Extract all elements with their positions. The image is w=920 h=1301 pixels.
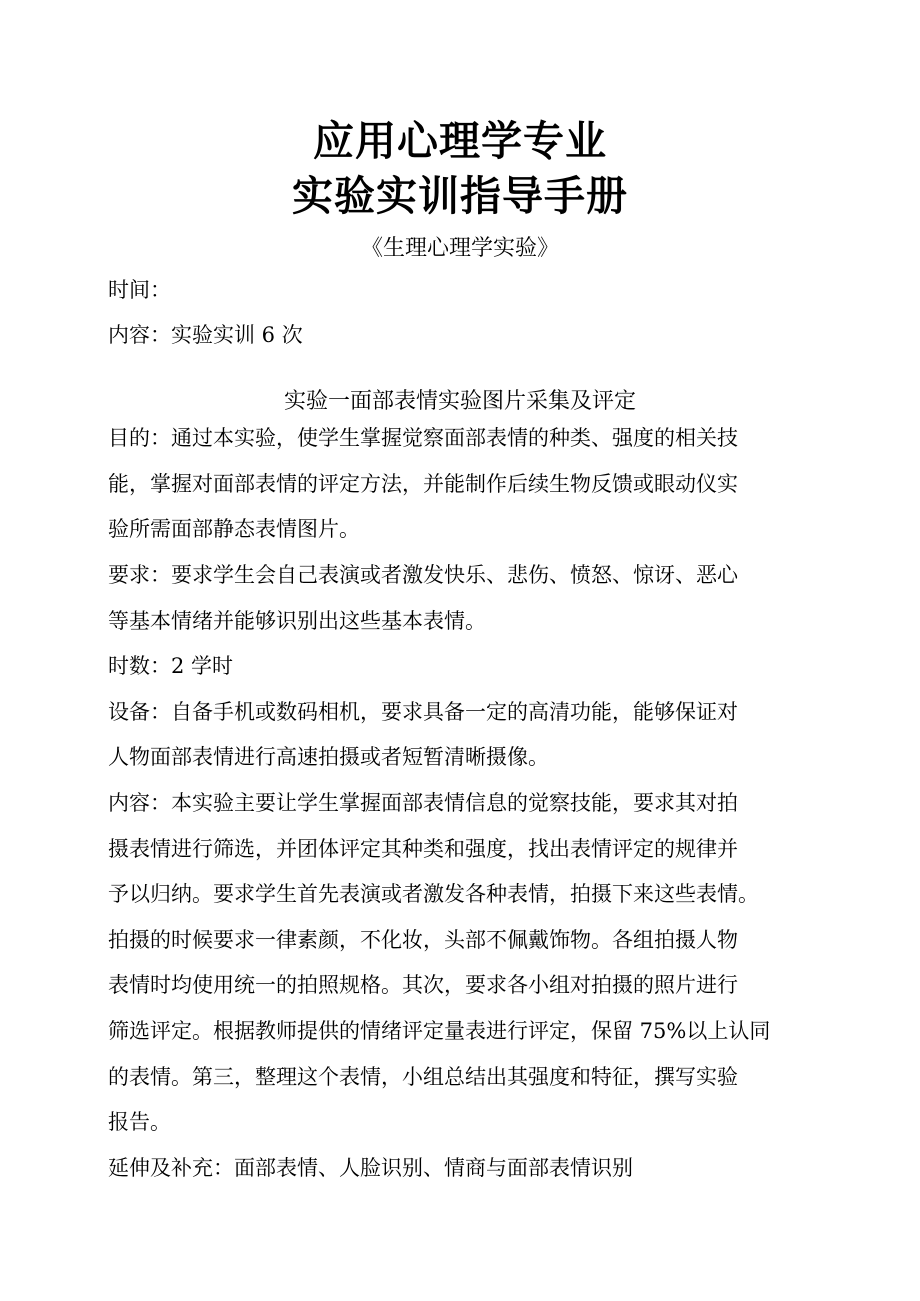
- body-line: 拍摄的时候要求一律素颜，不化妆，头部不佩戴饰物。各组拍摄人物: [108, 928, 738, 952]
- body-line: 设备：自备手机或数码相机，要求具备一定的高清功能，能够保证对: [108, 700, 738, 724]
- body-line: 目的：通过本实验，使学生掌握觉察面部表情的种类、强度的相关技: [108, 426, 738, 450]
- body-line: 人物面部表情进行高速拍摄或者短暂清晰摄像。: [108, 745, 549, 769]
- body-line: 内容：本实验主要让学生掌握面部表情信息的觉察技能，要求其对拍: [108, 791, 738, 815]
- body-line: 验所需面部静态表情图片。: [108, 517, 360, 541]
- body-line: 要求：要求学生会自己表演或者激发快乐、悲伤、愤怒、惊讶、恶心: [108, 563, 738, 587]
- body-line: 延伸及补充：面部表情、人脸识别、情商与面部表情识别: [108, 1156, 633, 1180]
- body-line: 的表情。第三，整理这个表情，小组总结出其强度和特征，撰写实验: [108, 1065, 738, 1089]
- body-line: 等基本情绪并能够识别出这些基本表情。: [108, 609, 486, 633]
- body-line: 予以归纳。要求学生首先表演或者激发各种表情，拍摄下来这些表情。: [108, 882, 759, 906]
- body-line: 表情时均使用统一的拍照规格。其次，要求各小组对拍摄的照片进行: [108, 973, 738, 997]
- meta-content: 内容：实验实训 6 次: [108, 323, 303, 347]
- title-line-2: 实验实训指导手册: [292, 172, 628, 220]
- body-line: 筛选评定。根据教师提供的情绪评定量表进行评定，保留 75%以上认同: [108, 1019, 771, 1043]
- body-line: 报告。: [108, 1110, 171, 1134]
- body-line: 能，掌握对面部表情的评定方法，并能制作后续生物反馈或眼动仪实: [108, 472, 738, 496]
- subtitle: 《生理心理学实验》: [360, 236, 559, 261]
- experiment-heading: 实验一面部表情实验图片采集及评定: [283, 389, 636, 414]
- title-line-1: 应用心理学专业: [313, 117, 607, 165]
- meta-time: 时间：: [108, 278, 171, 302]
- body-line: 时数：2 学时: [108, 654, 234, 678]
- body-line: 摄表情进行筛选，并团体评定其种类和强度，找出表情评定的规律并: [108, 837, 738, 861]
